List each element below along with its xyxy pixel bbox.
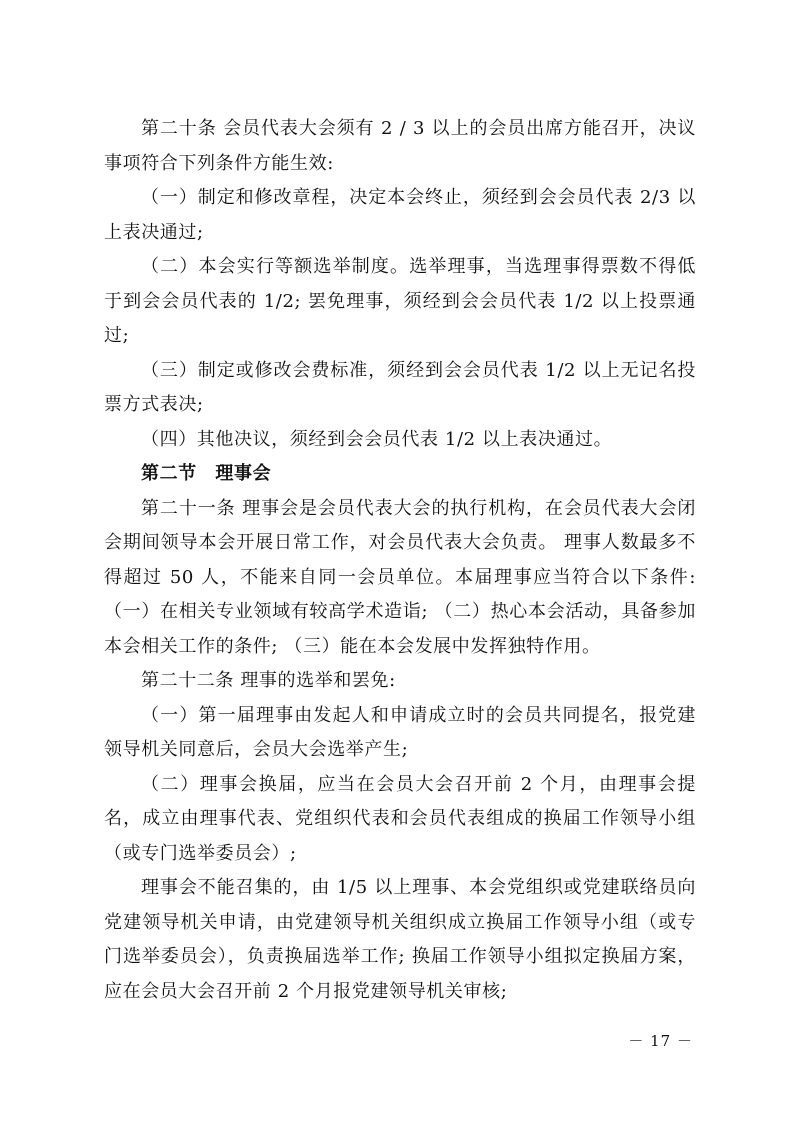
- document-body: [104, 112, 696, 1009]
- article-20-item-4: （四）其他决议，须经到会会员代表 1/2 以上表决通过。: [141, 428, 613, 450]
- article-21: 第二十一条 理事会是会员代表大会的执行机构，在会员代表大会闭会期间领导本会开展日常工作，对会员代表大会负责。 理事人数最多不得超过 50 人，不能来自同一会员单位。本届理事应当符合以下条件:（一）在相关专业领域有较高学术造诣; （二）热心本会活动，具备参加本会相关工作的条件; （三）能在本会发展中发挥独特作用。: [104, 497, 696, 657]
- article-20-item-1: （一）制定和修改章程，决定本会终止，须经到会会员代表 2/3 以上表决通过;: [104, 187, 696, 243]
- page-number: － 17 －: [628, 1032, 693, 1050]
- article-22-item-2: （二）理事会换届，应当在会员大会召开前 2 个月，由理事会提名，成立由理事代表、党组织代表和会员代表组成的换届工作领导小组（或专门选举委员会）;: [104, 773, 696, 864]
- article-20-item-2: （二）本会实行等额选举制度。选举理事，当选理事得票数不得低于到会会员代表的 1/2; 罢免理事，须经到会会员代表 1/2 以上投票通过;: [104, 256, 696, 346]
- article-22-item-1: （一）第一届理事由发起人和申请成立时的会员共同提名，报党建领导机关同意后，会员大会选举产生;: [104, 704, 696, 760]
- section-2-heading: 第二节 理事会: [141, 463, 272, 484]
- article-22-item-2-cont: 理事会不能召集的，由 1/5 以上理事、本会党组织或党建联络员向党建领导机关申请，由党建领导机关组织成立换届工作领导小组（或专门选举委员会），负责换届选举工作; 换届工作领导小组拟定换届方案，应在会员大会召开前 2 个月报党建领导机关审核;: [104, 877, 696, 1002]
- article-20: 第二十条 会员代表大会须有 2 / 3 以上的会员出席方能召开，决议事项符合下列条件方能生效:: [104, 118, 696, 174]
- article-20-item-3: （三）制定或修改会费标准，须经到会会员代表 1/2 以上无记名投票方式表决;: [104, 359, 696, 415]
- article-22: 第二十二条 理事的选举和罢免:: [141, 670, 396, 691]
